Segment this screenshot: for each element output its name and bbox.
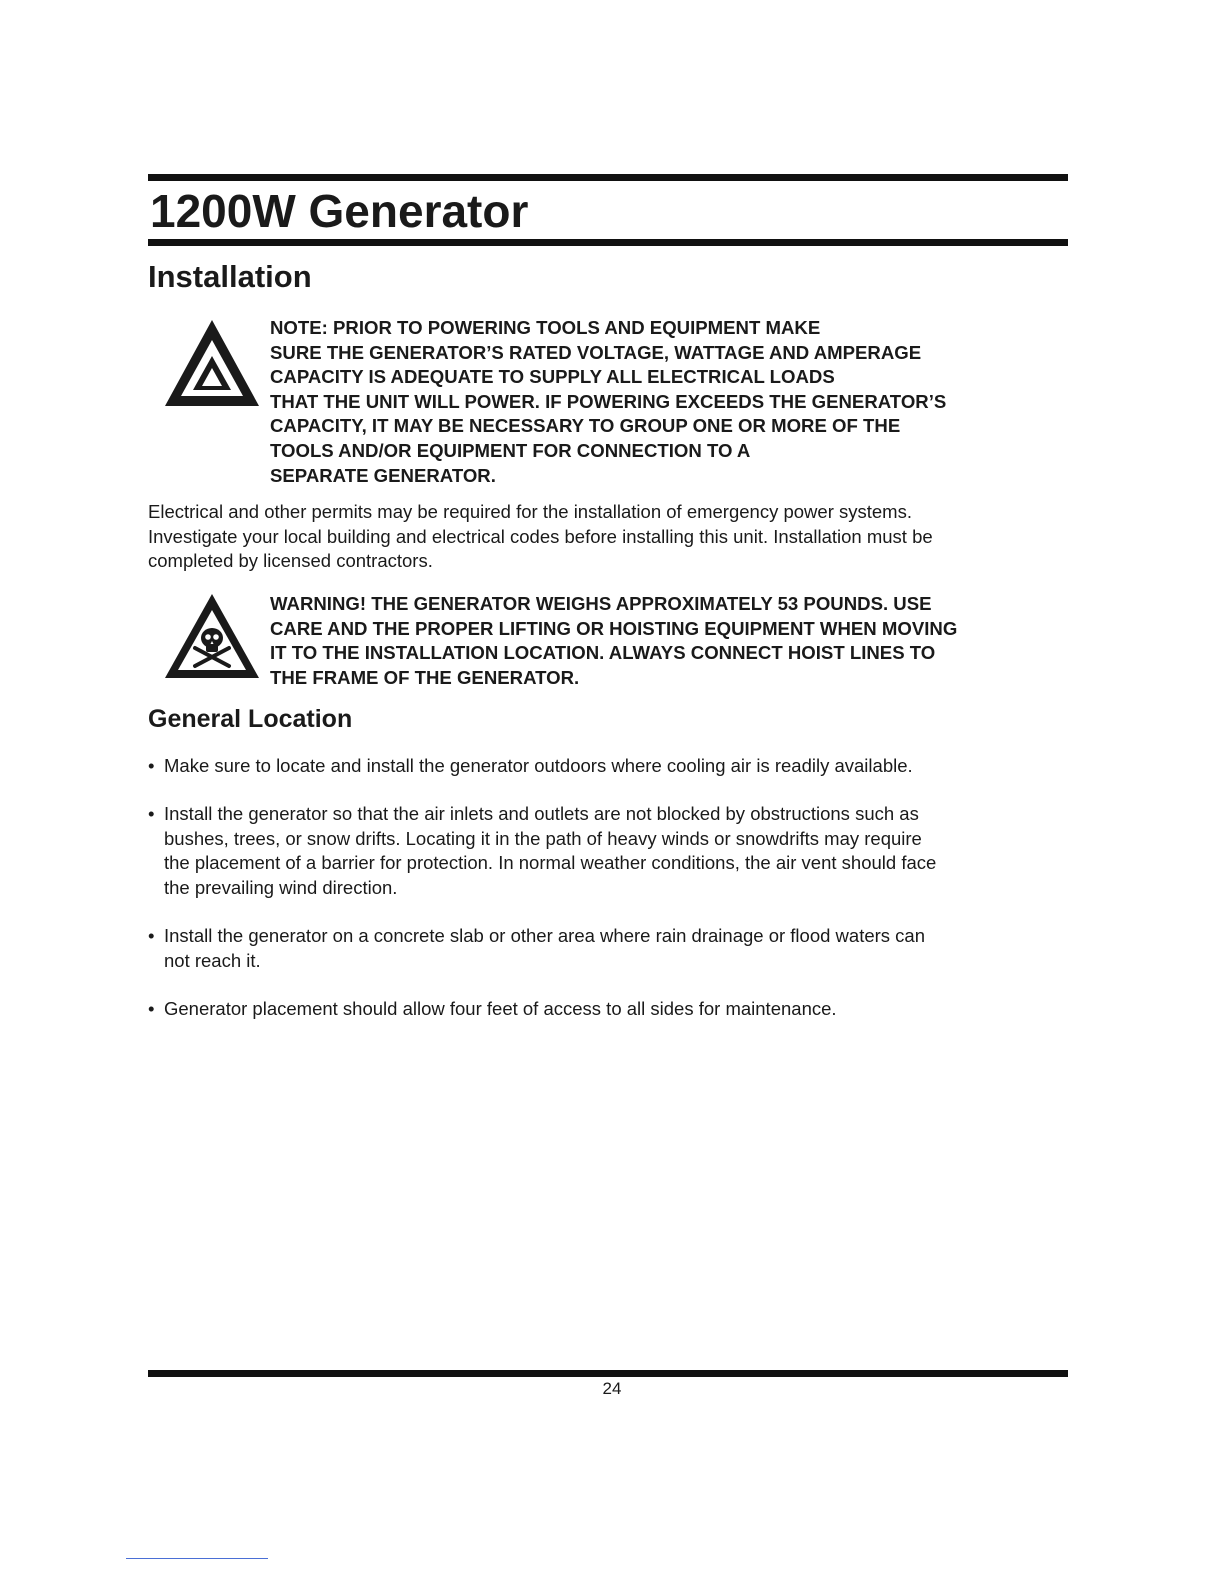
page-title: 1200W Generator bbox=[150, 185, 529, 237]
list-item bbox=[148, 997, 1068, 1022]
list-item-text: Make sure to locate and install the generator outdoors where cooling air is readily available. bbox=[164, 755, 913, 776]
general-location-heading: General Location bbox=[148, 705, 353, 733]
warning-triangle-icon bbox=[163, 318, 261, 410]
list-item-text: Install the generator on a concrete slab or other area where rain drainage or flood waters can bbox=[164, 925, 926, 946]
warning-line: WARNING! THE GENERATOR WEIGHS APPROXIMATELY 53 POUNDS. USE bbox=[270, 593, 932, 614]
top-rule bbox=[148, 174, 1068, 181]
list-item-text: the prevailing wind direction. bbox=[164, 876, 398, 898]
note-line: NOTE: PRIOR TO POWERING TOOLS AND EQUIPMENT MAKE bbox=[270, 317, 821, 338]
paragraph-line: completed by licensed contractors. bbox=[148, 550, 433, 572]
warning-line: CARE AND THE PROPER LIFTING OR HOISTING EQUIPMENT WHEN MOVING bbox=[270, 617, 958, 639]
list-item-text: not reach it. bbox=[164, 949, 261, 971]
page-number: 24 bbox=[602, 1379, 622, 1398]
skull-crossbones-warning-icon bbox=[163, 592, 261, 682]
list-item-text: Install the generator so that the air inlets and outlets are not blocked by obstructions such as bbox=[164, 803, 919, 824]
note-line: CAPACITY, IT MAY BE NECESSARY TO GROUP ONE OR MORE OF THE bbox=[270, 415, 901, 437]
bullet-icon: • bbox=[148, 925, 155, 946]
note-line: SURE THE GENERATOR’S RATED VOLTAGE, WATTAGE AND AMPERAGE bbox=[270, 341, 922, 363]
list-item bbox=[148, 754, 1068, 779]
list-item-text: the placement of a barrier for protection. In normal weather conditions, the air vent should face bbox=[164, 852, 937, 874]
list-item bbox=[148, 924, 1068, 973]
installation-note bbox=[270, 316, 1070, 488]
note-line: SEPARATE GENERATOR. bbox=[270, 464, 496, 486]
note-line: THAT THE UNIT WILL POWER. IF POWERING EXCEEDS THE GENERATOR’S bbox=[270, 390, 947, 412]
permits-paragraph bbox=[148, 500, 1068, 574]
footer-rule bbox=[148, 1370, 1068, 1377]
title-rule bbox=[148, 239, 1068, 246]
bullet-icon: • bbox=[148, 998, 155, 1019]
footer-divider bbox=[126, 1558, 268, 1559]
warning-line: IT TO THE INSTALLATION LOCATION. ALWAYS CONNECT HOIST LINES TO bbox=[270, 642, 936, 664]
paragraph-line: Electrical and other permits may be required for the installation of emergency power systems. bbox=[148, 501, 912, 522]
weight-warning bbox=[270, 592, 1070, 690]
list-item bbox=[148, 802, 1068, 900]
paragraph-line: Investigate your local building and electrical codes before installing this unit. Installation must be bbox=[148, 525, 933, 547]
bullet-icon: • bbox=[148, 755, 155, 776]
list-item-text: Generator placement should allow four feet of access to all sides for maintenance. bbox=[164, 998, 837, 1019]
list-item-text: bushes, trees, or snow drifts. Locating it in the path of heavy winds or snowdrifts may require bbox=[164, 827, 922, 849]
bullet-icon: • bbox=[148, 803, 155, 824]
note-line: CAPACITY IS ADEQUATE TO SUPPLY ALL ELECTRICAL LOADS bbox=[270, 366, 835, 388]
warning-line: THE FRAME OF THE GENERATOR. bbox=[270, 666, 580, 688]
installation-heading: Installation bbox=[148, 259, 312, 294]
note-line: TOOLS AND/OR EQUIPMENT FOR CONNECTION TO A bbox=[270, 439, 751, 461]
